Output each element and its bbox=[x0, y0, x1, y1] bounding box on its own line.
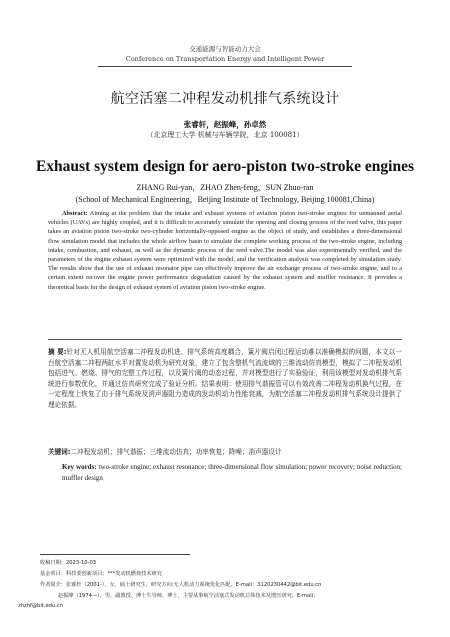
header-divider bbox=[98, 66, 352, 67]
keywords-cn-text: 二冲程发动机；排气谐振；三维流动仿真；功率恢复；降噪；消声器设计 bbox=[70, 448, 282, 456]
affiliation-en: (School of Mechanical Engineering，Beijing Institute of Technology, Beijing 100081,China) bbox=[75, 195, 375, 204]
authors-cn: 张睿轩，赵振峰，孙卓然 bbox=[183, 120, 267, 129]
abstract-cn bbox=[48, 347, 402, 411]
affiliation-cn: （北京理工大学 机械与车辆学院，北京 100081） bbox=[146, 131, 304, 139]
authors-en: ZHANG Rui-yan，ZHAO Zhen-feng，SUN Zhuo-ran bbox=[136, 183, 314, 192]
conference-name-en: Conference on Transportation Energy and Intelligent Power bbox=[125, 55, 325, 63]
keywords-en bbox=[62, 462, 402, 483]
abstract-divider bbox=[48, 339, 402, 340]
footnote-author2-email: zhzhf@bit.edu.cn bbox=[18, 603, 64, 609]
footnote-author2: 赵振峰（1974—），男，副教授、博士生导师，博士，主要从事航空活塞式发动机总体技术及增压研究，E-mail： bbox=[58, 593, 319, 599]
footnote-fund: 基金项目：科技委创新项目；***发动机燃烧技术研究 bbox=[40, 571, 162, 577]
paper-title-en: Exhaust system design for aero-piston two-stroke engines bbox=[35, 158, 415, 175]
paper-title-cn: 航空活塞二冲程发动机排气系统设计 bbox=[110, 91, 340, 107]
footnote-author1: 作者简介：张睿轩（2001-），女，硕士研究生，研究方向:无人机动力系统优化匹配，E-mail：3120230442@bit.edu.cn bbox=[40, 582, 322, 588]
footnote-divider bbox=[40, 554, 190, 555]
abstract-en-text: Aiming at the problem that the intake and exhaust systems of aviation piston two-stroke engines for unmanned aerial vehicles (UAVs) are highly coupled, and it is difficult to accurately simulate the opening and closing process of the reed valve, this paper takes an aviation piston two-stroke two-cylinder horizontally-opposed engine as the object of study, and establishes a three-dimensional flow simulation model that includes the whole airflow basin to simulate the complete working process of the two-stroke engine, including intake, combustion, and exhaust, as well as the dynamic process of the reed valve.The model was also experimentally verified, and the parameters of the engine exhaust system were optimized with the model, and the verification analysis was completed by simulation study. The results show that the use of exhaust resonator pipe can effectively improve the air exchange process of two-stroke engine, and to a certain extent recover the engine power performance degradation caused by the exhaust system and muffler resistance. It provides a theoretical basis for the design of exhaust system of aviation piston two-stroke engine. bbox=[48, 210, 402, 291]
abstract-cn-text: 针对无人机用航空活塞二冲程发动机进、排气系统高度耦合、簧片阀启闭过程运动难以准确模拟的问题，本文以一台航空活塞二冲程两缸水平对置发动机为研究对象，建立了包含整机气流流域的三维流动仿真模型，模拟了二冲程发动机包括进气、燃烧、排气的完整工作过程，以及簧片阀的动态过程，并对模型进行了实验验证，利用该模型对发动机排气系统进行参数优化，并通过仿真研究完成了验证分析。结果表明：使用排气谐振管可以有效改善二冲程发动机换气过程，在一定程度上恢复了由于排气系统及消声器阻力造成的发动机动力性能衰减，为航空活塞二冲程发动机排气系统设计提供了理论依据。 bbox=[48, 348, 403, 409]
footnote-received: 收稿日期：2023-10-03 bbox=[40, 560, 97, 566]
abstract-en-label: Abstract: bbox=[62, 210, 88, 217]
conference-name-cn: 交通能源与智能动力大会 bbox=[189, 45, 261, 53]
keywords-cn-label: 关键词: bbox=[48, 448, 71, 456]
abstract-cn-label: 摘 要: bbox=[48, 348, 67, 356]
keywords-cn bbox=[48, 447, 402, 457]
abstract-en bbox=[48, 209, 402, 292]
keywords-en-text: two-stroke engine; exhaust resonance; three-dimensional flow simulation; power recovery; noise reduction; muffler design bbox=[62, 463, 402, 482]
keywords-en-label: Key words: bbox=[62, 463, 97, 471]
